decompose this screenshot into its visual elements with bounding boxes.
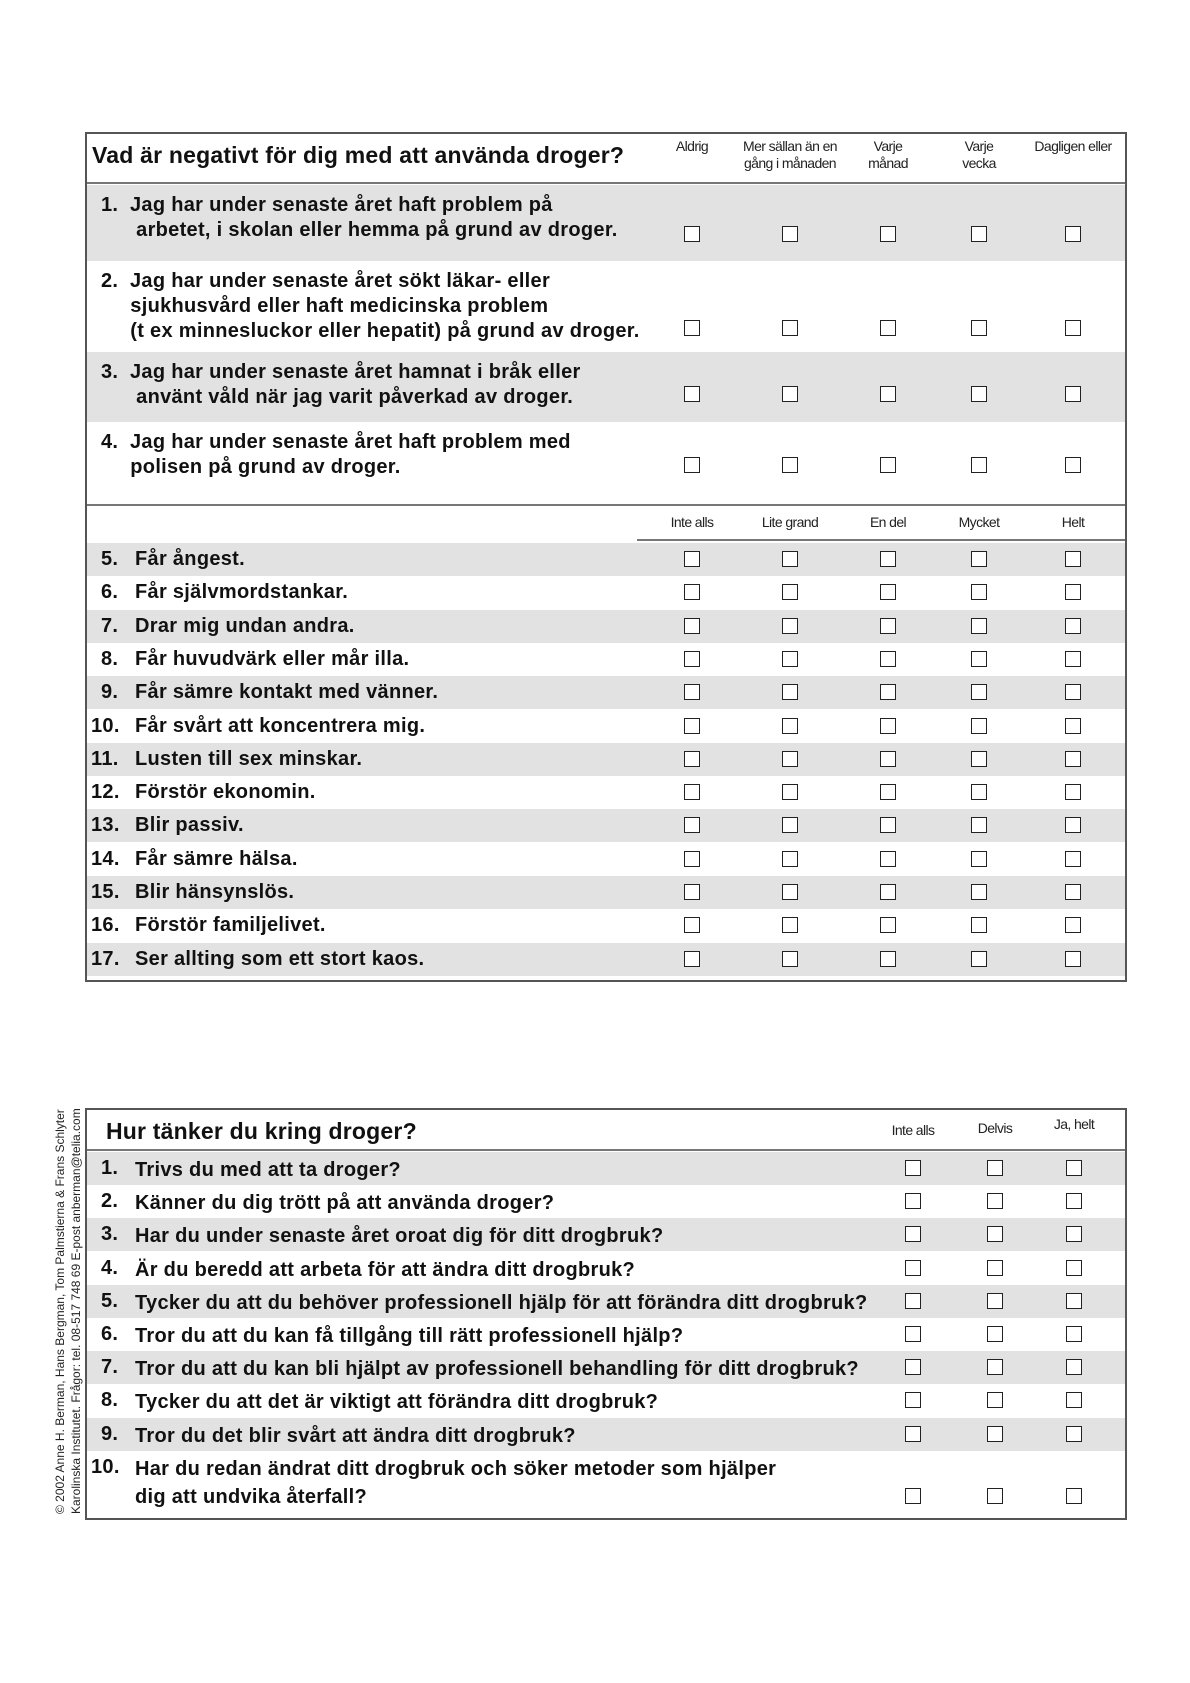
question-line: använt våld när jag varit påverkad av droger. bbox=[101, 386, 574, 408]
question-text bbox=[135, 1422, 576, 1450]
question-line: 3. Jag har under senaste året hamnat i bråk eller bbox=[101, 361, 581, 383]
answer-checkbox[interactable] bbox=[880, 457, 896, 473]
answer-checkbox[interactable] bbox=[880, 718, 896, 734]
column-header-degree: En del bbox=[869, 514, 907, 530]
answer-checkbox[interactable] bbox=[971, 584, 987, 600]
header-divider bbox=[87, 182, 1125, 184]
question-text bbox=[101, 269, 640, 344]
question-text: Får ångest. bbox=[135, 548, 245, 570]
answer-checkbox[interactable] bbox=[880, 226, 896, 242]
question-line: Har du under senaste året oroat dig för ditt drogbruk? bbox=[135, 1225, 664, 1247]
question-number: 12. bbox=[91, 781, 120, 803]
column-header-degree: Inte alls bbox=[670, 514, 714, 530]
answer-checkbox[interactable] bbox=[684, 226, 700, 242]
answer-checkbox[interactable] bbox=[1065, 457, 1081, 473]
answer-checkbox[interactable] bbox=[905, 1293, 921, 1309]
answer-checkbox[interactable] bbox=[971, 320, 987, 336]
answer-checkbox[interactable] bbox=[684, 718, 700, 734]
answer-checkbox[interactable] bbox=[1066, 1260, 1082, 1276]
question-number: 4. bbox=[101, 1257, 119, 1279]
question-number: 3. bbox=[101, 1223, 119, 1245]
answer-checkbox[interactable] bbox=[684, 951, 700, 967]
question-text: Får sämre hälsa. bbox=[135, 848, 298, 870]
answer-checkbox[interactable] bbox=[1065, 817, 1081, 833]
answer-checkbox[interactable] bbox=[971, 226, 987, 242]
answer-checkbox[interactable] bbox=[987, 1193, 1003, 1209]
section-title: Vad är negativt för dig med att använda droger? bbox=[92, 142, 625, 168]
answer-checkbox[interactable] bbox=[782, 320, 798, 336]
answer-checkbox[interactable] bbox=[1065, 551, 1081, 567]
column-header-agreement: Ja, helt bbox=[1053, 1116, 1095, 1132]
answer-checkbox[interactable] bbox=[782, 851, 798, 867]
question-number: 17. bbox=[91, 948, 120, 970]
answer-checkbox[interactable] bbox=[1066, 1193, 1082, 1209]
question-line: Har du redan ändrat ditt drogbruk och söker metoder som hjälper bbox=[135, 1458, 777, 1480]
answer-checkbox[interactable] bbox=[684, 851, 700, 867]
answer-checkbox[interactable] bbox=[880, 917, 896, 933]
question-number: 6. bbox=[101, 1323, 119, 1345]
question-text bbox=[135, 1455, 776, 1511]
answer-checkbox[interactable] bbox=[971, 884, 987, 900]
answer-checkbox[interactable] bbox=[1065, 851, 1081, 867]
question-text bbox=[135, 1222, 663, 1250]
column-header-frequency: Dagligen eller bbox=[1034, 138, 1112, 154]
question-text bbox=[135, 1355, 859, 1383]
answer-checkbox[interactable] bbox=[905, 1160, 921, 1176]
question-number: 14. bbox=[91, 848, 120, 870]
answer-checkbox[interactable] bbox=[987, 1326, 1003, 1342]
answer-checkbox[interactable] bbox=[782, 784, 798, 800]
answer-checkbox[interactable] bbox=[684, 784, 700, 800]
column-header-frequency: Varje vecka bbox=[962, 138, 996, 171]
answer-checkbox[interactable] bbox=[782, 751, 798, 767]
answer-checkbox[interactable] bbox=[880, 817, 896, 833]
question-text bbox=[135, 1322, 683, 1350]
question-text bbox=[135, 1388, 658, 1416]
answer-checkbox[interactable] bbox=[782, 884, 798, 900]
answer-checkbox[interactable] bbox=[971, 684, 987, 700]
answer-checkbox[interactable] bbox=[1065, 320, 1081, 336]
answer-checkbox[interactable] bbox=[1065, 718, 1081, 734]
question-line: (t ex minnesluckor eller hepatit) på grund av droger. bbox=[101, 320, 640, 342]
question-text: Blir passiv. bbox=[135, 814, 244, 836]
answer-checkbox[interactable] bbox=[905, 1193, 921, 1209]
answer-checkbox[interactable] bbox=[987, 1260, 1003, 1276]
column-header-frequency: Varje månad bbox=[868, 138, 908, 171]
answer-checkbox[interactable] bbox=[905, 1226, 921, 1242]
answer-checkbox[interactable] bbox=[1066, 1293, 1082, 1309]
answer-checkbox[interactable] bbox=[880, 320, 896, 336]
question-text bbox=[135, 1289, 868, 1317]
question-line: dig att undvika återfall? bbox=[135, 1486, 367, 1508]
answer-checkbox[interactable] bbox=[987, 1426, 1003, 1442]
answer-checkbox[interactable] bbox=[684, 618, 700, 634]
question-text: Ser allting som ett stort kaos. bbox=[135, 948, 425, 970]
column-header-frequency: Aldrig bbox=[675, 138, 709, 154]
question-line: Trivs du med att ta droger? bbox=[135, 1159, 401, 1181]
question-text: Får huvudvärk eller mår illa. bbox=[135, 648, 410, 670]
answer-checkbox[interactable] bbox=[987, 1359, 1003, 1375]
answer-checkbox[interactable] bbox=[971, 851, 987, 867]
question-line: Tycker du att du behöver professionell hjälp för att förändra ditt drogbruk? bbox=[135, 1292, 868, 1314]
answer-checkbox[interactable] bbox=[971, 651, 987, 667]
header-divider bbox=[87, 1149, 1125, 1151]
question-number: 10. bbox=[91, 715, 120, 737]
question-number: 16. bbox=[91, 914, 120, 936]
answer-checkbox[interactable] bbox=[880, 584, 896, 600]
answer-checkbox[interactable] bbox=[1066, 1426, 1082, 1442]
answer-checkbox[interactable] bbox=[684, 884, 700, 900]
question-number: 1. bbox=[101, 1157, 119, 1179]
question-line: 2. Jag har under senaste året sökt läkar- eller bbox=[101, 270, 551, 292]
question-text: Förstör familjelivet. bbox=[135, 914, 326, 936]
question-line: 4. Jag har under senaste året haft problem med bbox=[101, 431, 571, 453]
column-header-agreement: Delvis bbox=[977, 1120, 1013, 1136]
question-number: 7. bbox=[101, 615, 119, 637]
answer-checkbox[interactable] bbox=[782, 226, 798, 242]
answer-checkbox[interactable] bbox=[1066, 1160, 1082, 1176]
question-number: 2. bbox=[101, 1190, 119, 1212]
answer-checkbox[interactable] bbox=[782, 718, 798, 734]
answer-checkbox[interactable] bbox=[971, 618, 987, 634]
answer-checkbox[interactable] bbox=[782, 951, 798, 967]
answer-checkbox[interactable] bbox=[684, 817, 700, 833]
question-text bbox=[135, 1256, 635, 1284]
question-number: 7. bbox=[101, 1356, 119, 1378]
answer-checkbox[interactable] bbox=[1066, 1488, 1082, 1504]
question-text: Förstör ekonomin. bbox=[135, 781, 316, 803]
answer-checkbox[interactable] bbox=[880, 551, 896, 567]
answer-checkbox[interactable] bbox=[782, 651, 798, 667]
question-number: 10. bbox=[91, 1456, 120, 1478]
answer-checkbox[interactable] bbox=[1065, 618, 1081, 634]
answer-checkbox[interactable] bbox=[1066, 1359, 1082, 1375]
question-number: 5. bbox=[101, 548, 119, 570]
question-line: Tror du det blir svårt att ändra ditt drogbruk? bbox=[135, 1425, 576, 1447]
answer-checkbox[interactable] bbox=[684, 651, 700, 667]
answer-checkbox[interactable] bbox=[987, 1392, 1003, 1408]
answer-checkbox[interactable] bbox=[684, 457, 700, 473]
answer-checkbox[interactable] bbox=[782, 584, 798, 600]
question-text: Får svårt att koncentrera mig. bbox=[135, 715, 426, 737]
answer-checkbox[interactable] bbox=[987, 1293, 1003, 1309]
answer-checkbox[interactable] bbox=[782, 817, 798, 833]
answer-checkbox[interactable] bbox=[880, 851, 896, 867]
answer-checkbox[interactable] bbox=[684, 584, 700, 600]
question-text bbox=[135, 1156, 401, 1184]
answer-checkbox[interactable] bbox=[1065, 784, 1081, 800]
answer-checkbox[interactable] bbox=[971, 951, 987, 967]
answer-checkbox[interactable] bbox=[1066, 1226, 1082, 1242]
answer-checkbox[interactable] bbox=[971, 817, 987, 833]
answer-checkbox[interactable] bbox=[1065, 751, 1081, 767]
answer-checkbox[interactable] bbox=[880, 684, 896, 700]
question-number: 11. bbox=[91, 748, 119, 770]
answer-checkbox[interactable] bbox=[1066, 1326, 1082, 1342]
question-number: 5. bbox=[101, 1290, 119, 1312]
answer-checkbox[interactable] bbox=[905, 1488, 921, 1504]
answer-checkbox[interactable] bbox=[971, 551, 987, 567]
column-header-degree: Lite grand bbox=[761, 514, 819, 530]
answer-checkbox[interactable] bbox=[971, 718, 987, 734]
question-text: Får sämre kontakt med vänner. bbox=[135, 681, 439, 703]
question-line: 1. Jag har under senaste året haft problem på bbox=[101, 194, 553, 216]
answer-checkbox[interactable] bbox=[987, 1488, 1003, 1504]
answer-checkbox[interactable] bbox=[905, 1426, 921, 1442]
answer-checkbox[interactable] bbox=[905, 1359, 921, 1375]
column-header-degree: Helt bbox=[1061, 514, 1085, 530]
answer-checkbox[interactable] bbox=[880, 386, 896, 402]
answer-checkbox[interactable] bbox=[1065, 386, 1081, 402]
answer-checkbox[interactable] bbox=[880, 618, 896, 634]
question-text: Blir hänsynslös. bbox=[135, 881, 295, 903]
question-text bbox=[101, 360, 581, 410]
answer-checkbox[interactable] bbox=[880, 884, 896, 900]
question-text: Får självmordstankar. bbox=[135, 581, 349, 603]
answer-checkbox[interactable] bbox=[684, 386, 700, 402]
answer-checkbox[interactable] bbox=[782, 917, 798, 933]
column-header-agreement: Inte alls bbox=[891, 1122, 935, 1138]
question-number: 6. bbox=[101, 581, 119, 603]
question-text bbox=[135, 1189, 554, 1217]
question-number: 8. bbox=[101, 1389, 119, 1411]
copyright-line-2: Karolinska Institutet. Frågor: tel. 08-517 748 69 E-post anberman@telia.com bbox=[69, 1108, 83, 1514]
question-line: arbetet, i skolan eller hemma på grund av droger. bbox=[101, 219, 618, 241]
answer-checkbox[interactable] bbox=[880, 751, 896, 767]
answer-checkbox[interactable] bbox=[971, 457, 987, 473]
question-text bbox=[101, 430, 571, 480]
question-number: 8. bbox=[101, 648, 119, 670]
column-header-degree: Mycket bbox=[958, 514, 1000, 530]
answer-header-divider bbox=[637, 539, 1125, 541]
answer-checkbox[interactable] bbox=[782, 684, 798, 700]
answer-checkbox[interactable] bbox=[1065, 917, 1081, 933]
answer-checkbox[interactable] bbox=[782, 618, 798, 634]
answer-checkbox[interactable] bbox=[782, 551, 798, 567]
answer-checkbox[interactable] bbox=[684, 684, 700, 700]
answer-checkbox[interactable] bbox=[971, 784, 987, 800]
question-line: polisen på grund av droger. bbox=[101, 456, 401, 478]
answer-checkbox[interactable] bbox=[971, 751, 987, 767]
answer-checkbox[interactable] bbox=[1065, 884, 1081, 900]
answer-checkbox[interactable] bbox=[971, 917, 987, 933]
question-number: 13. bbox=[91, 814, 120, 836]
section-title: Hur tänker du kring droger? bbox=[106, 1118, 417, 1144]
question-number: 9. bbox=[101, 1423, 119, 1445]
negative-effects-section bbox=[85, 132, 1127, 982]
answer-checkbox[interactable] bbox=[782, 457, 798, 473]
part-divider bbox=[87, 504, 1125, 506]
question-text bbox=[101, 193, 618, 243]
answer-checkbox[interactable] bbox=[1066, 1392, 1082, 1408]
answer-checkbox[interactable] bbox=[880, 784, 896, 800]
answer-checkbox[interactable] bbox=[1065, 584, 1081, 600]
answer-checkbox[interactable] bbox=[905, 1260, 921, 1276]
answer-checkbox[interactable] bbox=[987, 1226, 1003, 1242]
answer-checkbox[interactable] bbox=[684, 917, 700, 933]
answer-checkbox[interactable] bbox=[905, 1326, 921, 1342]
question-line: Tycker du att det är viktigt att förändra ditt drogbruk? bbox=[135, 1391, 659, 1413]
question-line: sjukhusvård eller haft medicinska problem bbox=[101, 295, 549, 317]
answer-checkbox[interactable] bbox=[684, 320, 700, 336]
column-header-frequency: Mer sällan än en gång i månaden bbox=[743, 138, 837, 171]
question-text: Lusten till sex minskar. bbox=[135, 748, 363, 770]
answer-checkbox[interactable] bbox=[684, 551, 700, 567]
question-line: Känner du dig trött på att använda droger? bbox=[135, 1192, 555, 1214]
question-line: Är du beredd att arbeta för att ändra ditt drogbruk? bbox=[135, 1259, 636, 1281]
answer-checkbox[interactable] bbox=[684, 751, 700, 767]
answer-checkbox[interactable] bbox=[880, 951, 896, 967]
question-number: 9. bbox=[101, 681, 119, 703]
question-text: Drar mig undan andra. bbox=[135, 615, 355, 637]
answer-checkbox[interactable] bbox=[1065, 684, 1081, 700]
answer-checkbox[interactable] bbox=[971, 386, 987, 402]
copyright-line-1: © 2002 Anne H. Berman, Hans Bergman, Tom Palmstierna & Frans Schlyter bbox=[53, 1109, 67, 1514]
answer-checkbox[interactable] bbox=[1065, 651, 1081, 667]
answer-checkbox[interactable] bbox=[1065, 226, 1081, 242]
answer-checkbox[interactable] bbox=[880, 651, 896, 667]
question-number: 15. bbox=[91, 881, 120, 903]
answer-checkbox[interactable] bbox=[987, 1160, 1003, 1176]
question-line: Tror du att du kan få tillgång till rätt professionell hjälp? bbox=[135, 1325, 684, 1347]
answer-checkbox[interactable] bbox=[1065, 951, 1081, 967]
answer-checkbox[interactable] bbox=[782, 386, 798, 402]
answer-checkbox[interactable] bbox=[905, 1392, 921, 1408]
question-line: Tror du att du kan bli hjälpt av professionell behandling för ditt drogbruk? bbox=[135, 1358, 859, 1380]
copyright-notice bbox=[52, 1108, 84, 1514]
thoughts-section bbox=[85, 1108, 1127, 1520]
